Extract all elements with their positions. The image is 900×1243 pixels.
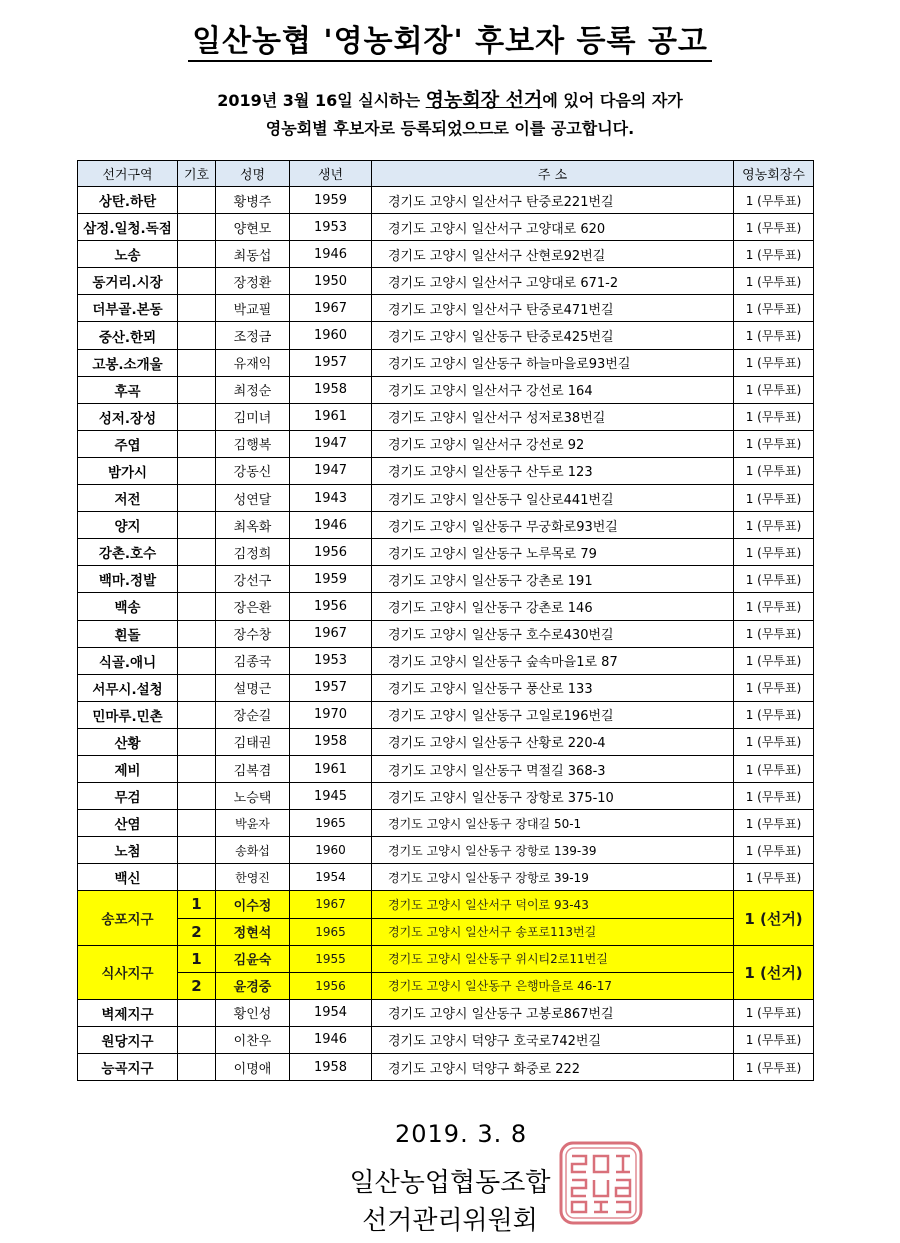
district-cell: 저전 <box>78 485 178 512</box>
name-cell: 김종국 <box>216 647 290 674</box>
intro-line-2: 영농회별 후보자로 등록되었으므로 이를 공고합니다. <box>265 119 635 138</box>
address-cell: 경기도 고양시 일산동구 산두로 123 <box>372 457 734 484</box>
name-cell: 조정금 <box>216 322 290 349</box>
name-cell: 최옥화 <box>216 512 290 539</box>
count-cell: 1 (무투표) <box>734 647 814 674</box>
count-cell: 1 (선거) <box>734 945 814 999</box>
number-cell <box>178 593 216 620</box>
address-cell: 경기도 고양시 일산동구 멱절길 368-3 <box>372 755 734 782</box>
number-cell <box>178 322 216 349</box>
number-cell <box>178 783 216 810</box>
col-header-address: 주 소 <box>372 161 734 187</box>
name-cell: 김태권 <box>216 728 290 755</box>
address-cell: 경기도 고양시 일산서구 탄중로221번길 <box>372 187 734 214</box>
district-cell: 능곡지구 <box>78 1054 178 1081</box>
name-cell: 노승택 <box>216 783 290 810</box>
address-cell: 경기도 고양시 일산동구 호수로430번길 <box>372 620 734 647</box>
number-cell <box>178 241 216 268</box>
number-cell <box>178 512 216 539</box>
name-cell: 장순길 <box>216 701 290 728</box>
name-cell: 김미녀 <box>216 403 290 430</box>
name-cell: 김행복 <box>216 430 290 457</box>
address-cell: 경기도 고양시 일산동구 탄중로425번길 <box>372 322 734 349</box>
name-cell: 김윤숙 <box>216 945 290 972</box>
name-cell: 윤경중 <box>216 972 290 999</box>
address-cell: 경기도 고양시 일산동구 장항로 375-10 <box>372 783 734 810</box>
count-cell: 1 (무투표) <box>734 376 814 403</box>
address-cell: 경기도 고양시 일산동구 하늘마을로93번길 <box>372 349 734 376</box>
number-cell <box>178 187 216 214</box>
number-cell <box>178 701 216 728</box>
table-row <box>78 999 814 1026</box>
name-cell: 장은환 <box>216 593 290 620</box>
number-cell <box>178 647 216 674</box>
count-cell: 1 (무투표) <box>734 214 814 241</box>
count-cell: 1 (무투표) <box>734 485 814 512</box>
number-cell <box>178 403 216 430</box>
year-cell: 1946 <box>290 1026 372 1053</box>
committee-name: 선거관리위원회 <box>362 1206 538 1236</box>
col-header-year: 생년 <box>290 161 372 187</box>
col-header-number: 기호 <box>178 161 216 187</box>
count-cell: 1 (무투표) <box>734 864 814 891</box>
table-row <box>78 864 814 891</box>
district-cell: 제비 <box>78 755 178 782</box>
name-cell: 박교필 <box>216 295 290 322</box>
count-cell: 1 (무투표) <box>734 810 814 837</box>
year-cell: 1960 <box>290 837 372 864</box>
count-cell: 1 (무투표) <box>734 187 814 214</box>
address-cell: 경기도 고양시 일산서구 산현로92번길 <box>372 241 734 268</box>
name-cell: 장수창 <box>216 620 290 647</box>
count-cell: 1 (무투표) <box>734 295 814 322</box>
table-row <box>78 349 814 376</box>
year-cell: 1946 <box>290 512 372 539</box>
year-cell: 1957 <box>290 674 372 701</box>
notice-date: 2019. 3. 8 <box>395 1120 528 1148</box>
name-cell: 설명근 <box>216 674 290 701</box>
table-row <box>78 485 814 512</box>
year-cell: 1953 <box>290 647 372 674</box>
organization-name: 일산농업협동조합 <box>349 1168 551 1198</box>
address-cell: 경기도 고양시 일산동구 장대길 50-1 <box>372 810 734 837</box>
name-cell: 한영진 <box>216 864 290 891</box>
number-cell <box>178 457 216 484</box>
count-cell: 1 (무투표) <box>734 430 814 457</box>
district-cell: 상탄.하탄 <box>78 187 178 214</box>
number-cell <box>178 376 216 403</box>
address-cell: 경기도 고양시 일산서구 고양대로 620 <box>372 214 734 241</box>
district-cell: 성저.장성 <box>78 403 178 430</box>
table-row <box>78 1054 814 1081</box>
district-cell: 원당지구 <box>78 1026 178 1053</box>
count-cell: 1 (무투표) <box>734 999 814 1026</box>
name-cell: 정현석 <box>216 918 290 945</box>
number-cell <box>178 539 216 566</box>
name-cell: 이찬우 <box>216 1026 290 1053</box>
candidate-table <box>77 160 814 1081</box>
year-cell: 1967 <box>290 620 372 647</box>
address-cell: 경기도 고양시 일산동구 장항로 139-39 <box>372 837 734 864</box>
number-cell <box>178 295 216 322</box>
name-cell: 황인성 <box>216 999 290 1026</box>
address-cell: 경기도 고양시 일산서구 고양대로 671-2 <box>372 268 734 295</box>
count-cell: 1 (무투표) <box>734 241 814 268</box>
district-cell: 식사지구 <box>78 945 178 999</box>
district-cell: 밤가시 <box>78 457 178 484</box>
table-row <box>78 539 814 566</box>
name-cell: 황병주 <box>216 187 290 214</box>
table-row <box>78 647 814 674</box>
table-row <box>78 295 814 322</box>
table-row <box>78 566 814 593</box>
count-cell: 1 (무투표) <box>734 701 814 728</box>
table-row <box>78 728 814 755</box>
district-cell: 노송 <box>78 241 178 268</box>
name-cell: 최동섭 <box>216 241 290 268</box>
number-cell <box>178 755 216 782</box>
number-cell <box>178 1054 216 1081</box>
year-cell: 1958 <box>290 728 372 755</box>
table-header-row <box>78 161 814 187</box>
number-cell <box>178 864 216 891</box>
name-cell: 김정희 <box>216 539 290 566</box>
year-cell: 1965 <box>290 810 372 837</box>
address-cell: 경기도 고양시 일산동구 강촌로 146 <box>372 593 734 620</box>
table-row-contested <box>78 945 814 972</box>
district-cell: 강촌.호수 <box>78 539 178 566</box>
year-cell: 1947 <box>290 430 372 457</box>
district-cell: 식골.애니 <box>78 647 178 674</box>
table-row <box>78 674 814 701</box>
name-cell: 성연달 <box>216 485 290 512</box>
year-cell: 1967 <box>290 295 372 322</box>
table-row <box>78 187 814 214</box>
number-cell <box>178 268 216 295</box>
intro-text <box>0 86 900 143</box>
name-cell: 이수정 <box>216 891 290 918</box>
candidate-number-cell: 1 <box>178 891 216 918</box>
year-cell: 1957 <box>290 349 372 376</box>
col-header-count: 영농회장수 <box>734 161 814 187</box>
page-title: 일산농협 '영농회장' 후보자 등록 공고 <box>0 16 900 60</box>
number-cell <box>178 810 216 837</box>
candidate-number-cell: 2 <box>178 918 216 945</box>
count-cell: 1 (무투표) <box>734 620 814 647</box>
district-cell: 더부골.본동 <box>78 295 178 322</box>
candidate-number-cell: 2 <box>178 972 216 999</box>
table-row <box>78 457 814 484</box>
name-cell: 장정환 <box>216 268 290 295</box>
year-cell: 1958 <box>290 376 372 403</box>
number-cell <box>178 837 216 864</box>
district-cell: 삼정.일청.독점 <box>78 214 178 241</box>
year-cell: 1959 <box>290 566 372 593</box>
address-cell: 경기도 고양시 일산동구 일산로441번길 <box>372 485 734 512</box>
address-cell: 경기도 고양시 일산동구 무궁화로93번길 <box>372 512 734 539</box>
table-row <box>78 376 814 403</box>
year-cell: 1967 <box>290 891 372 918</box>
table-row <box>78 403 814 430</box>
table-row <box>78 268 814 295</box>
number-cell <box>178 566 216 593</box>
candidate-number-cell: 1 <box>178 945 216 972</box>
count-cell: 1 (선거) <box>734 891 814 945</box>
table-row-contested <box>78 891 814 918</box>
count-cell: 1 (무투표) <box>734 566 814 593</box>
district-cell: 산염 <box>78 810 178 837</box>
official-seal-icon <box>558 1140 644 1226</box>
count-cell: 1 (무투표) <box>734 1054 814 1081</box>
table-row <box>78 783 814 810</box>
name-cell: 강선구 <box>216 566 290 593</box>
district-cell: 양지 <box>78 512 178 539</box>
name-cell: 유재익 <box>216 349 290 376</box>
address-cell: 경기도 고양시 덕양구 호국로742번길 <box>372 1026 734 1053</box>
table-row-contested <box>78 918 814 945</box>
number-cell <box>178 430 216 457</box>
table-row <box>78 322 814 349</box>
district-cell: 민마루.민촌 <box>78 701 178 728</box>
district-cell: 백송 <box>78 593 178 620</box>
year-cell: 1961 <box>290 755 372 782</box>
table-row <box>78 214 814 241</box>
number-cell <box>178 485 216 512</box>
address-cell: 경기도 고양시 일산동구 장항로 39-19 <box>372 864 734 891</box>
name-cell: 송화섭 <box>216 837 290 864</box>
address-cell: 경기도 고양시 일산동구 노루목로 79 <box>372 539 734 566</box>
count-cell: 1 (무투표) <box>734 268 814 295</box>
count-cell: 1 (무투표) <box>734 755 814 782</box>
table-row <box>78 430 814 457</box>
address-cell: 경기도 고양시 덕양구 화중로 222 <box>372 1054 734 1081</box>
year-cell: 1955 <box>290 945 372 972</box>
district-cell: 산황 <box>78 728 178 755</box>
count-cell: 1 (무투표) <box>734 674 814 701</box>
name-cell: 박윤자 <box>216 810 290 837</box>
number-cell <box>178 349 216 376</box>
number-cell <box>178 728 216 755</box>
count-cell: 1 (무투표) <box>734 1026 814 1053</box>
year-cell: 1956 <box>290 593 372 620</box>
year-cell: 1956 <box>290 539 372 566</box>
number-cell <box>178 1026 216 1053</box>
district-cell: 백마.정발 <box>78 566 178 593</box>
name-cell: 김복겸 <box>216 755 290 782</box>
address-cell: 경기도 고양시 일산서구 송포로113번길 <box>372 918 734 945</box>
address-cell: 경기도 고양시 일산서구 성저로38번길 <box>372 403 734 430</box>
col-header-district: 선거구역 <box>78 161 178 187</box>
count-cell: 1 (무투표) <box>734 512 814 539</box>
address-cell: 경기도 고양시 일산동구 고일로196번길 <box>372 701 734 728</box>
address-cell: 경기도 고양시 일산동구 강촌로 191 <box>372 566 734 593</box>
year-cell: 1950 <box>290 268 372 295</box>
table-row-contested <box>78 972 814 999</box>
number-cell <box>178 999 216 1026</box>
district-cell: 중산.한뫼 <box>78 322 178 349</box>
count-cell: 1 (무투표) <box>734 539 814 566</box>
district-cell: 벽제지구 <box>78 999 178 1026</box>
address-cell: 경기도 고양시 일산동구 숲속마을1로 87 <box>372 647 734 674</box>
count-cell: 1 (무투표) <box>734 593 814 620</box>
year-cell: 1945 <box>290 783 372 810</box>
table-row <box>78 755 814 782</box>
address-cell: 경기도 고양시 일산서구 강선로 92 <box>372 430 734 457</box>
year-cell: 1947 <box>290 457 372 484</box>
col-header-name: 성명 <box>216 161 290 187</box>
year-cell: 1965 <box>290 918 372 945</box>
address-cell: 경기도 고양시 일산동구 은행마을로 46-17 <box>372 972 734 999</box>
district-cell: 흰돌 <box>78 620 178 647</box>
year-cell: 1954 <box>290 999 372 1026</box>
year-cell: 1953 <box>290 214 372 241</box>
year-cell: 1956 <box>290 972 372 999</box>
year-cell: 1943 <box>290 485 372 512</box>
address-cell: 경기도 고양시 일산동구 고봉로867번길 <box>372 999 734 1026</box>
name-cell: 양현모 <box>216 214 290 241</box>
district-cell: 후곡 <box>78 376 178 403</box>
district-cell: 무검 <box>78 783 178 810</box>
district-cell: 주엽 <box>78 430 178 457</box>
district-cell: 노첨 <box>78 837 178 864</box>
count-cell: 1 (무투표) <box>734 457 814 484</box>
table-row <box>78 810 814 837</box>
year-cell: 1961 <box>290 403 372 430</box>
number-cell <box>178 214 216 241</box>
table-row <box>78 1026 814 1053</box>
count-cell: 1 (무투표) <box>734 783 814 810</box>
district-cell: 서무시.설청 <box>78 674 178 701</box>
year-cell: 1954 <box>290 864 372 891</box>
address-cell: 경기도 고양시 일산동구 풍산로 133 <box>372 674 734 701</box>
table-row <box>78 620 814 647</box>
count-cell: 1 (무투표) <box>734 728 814 755</box>
intro-emphasis: 영농회장 선거 <box>425 89 543 111</box>
count-cell: 1 (무투표) <box>734 322 814 349</box>
year-cell: 1970 <box>290 701 372 728</box>
intro-line-1: 2019년 3월 16일 실시하는 영농회장 선거에 있어 다음의 자가 <box>217 89 683 111</box>
district-cell: 동거리.시장 <box>78 268 178 295</box>
address-cell: 경기도 고양시 일산동구 산황로 220-4 <box>372 728 734 755</box>
table-row <box>78 241 814 268</box>
district-cell: 백신 <box>78 864 178 891</box>
name-cell: 최정순 <box>216 376 290 403</box>
district-cell: 송포지구 <box>78 891 178 945</box>
address-cell: 경기도 고양시 일산동구 위시티2로11번길 <box>372 945 734 972</box>
count-cell: 1 (무투표) <box>734 349 814 376</box>
year-cell: 1959 <box>290 187 372 214</box>
count-cell: 1 (무투표) <box>734 403 814 430</box>
table-row <box>78 837 814 864</box>
number-cell <box>178 620 216 647</box>
name-cell: 이명애 <box>216 1054 290 1081</box>
year-cell: 1958 <box>290 1054 372 1081</box>
year-cell: 1960 <box>290 322 372 349</box>
address-cell: 경기도 고양시 일산서구 덕이로 93-43 <box>372 891 734 918</box>
year-cell: 1946 <box>290 241 372 268</box>
table-row <box>78 512 814 539</box>
number-cell <box>178 674 216 701</box>
count-cell: 1 (무투표) <box>734 837 814 864</box>
table-row <box>78 593 814 620</box>
address-cell: 경기도 고양시 일산서구 탄중로471번길 <box>372 295 734 322</box>
name-cell: 강동신 <box>216 457 290 484</box>
address-cell: 경기도 고양시 일산서구 강선로 164 <box>372 376 734 403</box>
table-row <box>78 701 814 728</box>
district-cell: 고봉.소개울 <box>78 349 178 376</box>
